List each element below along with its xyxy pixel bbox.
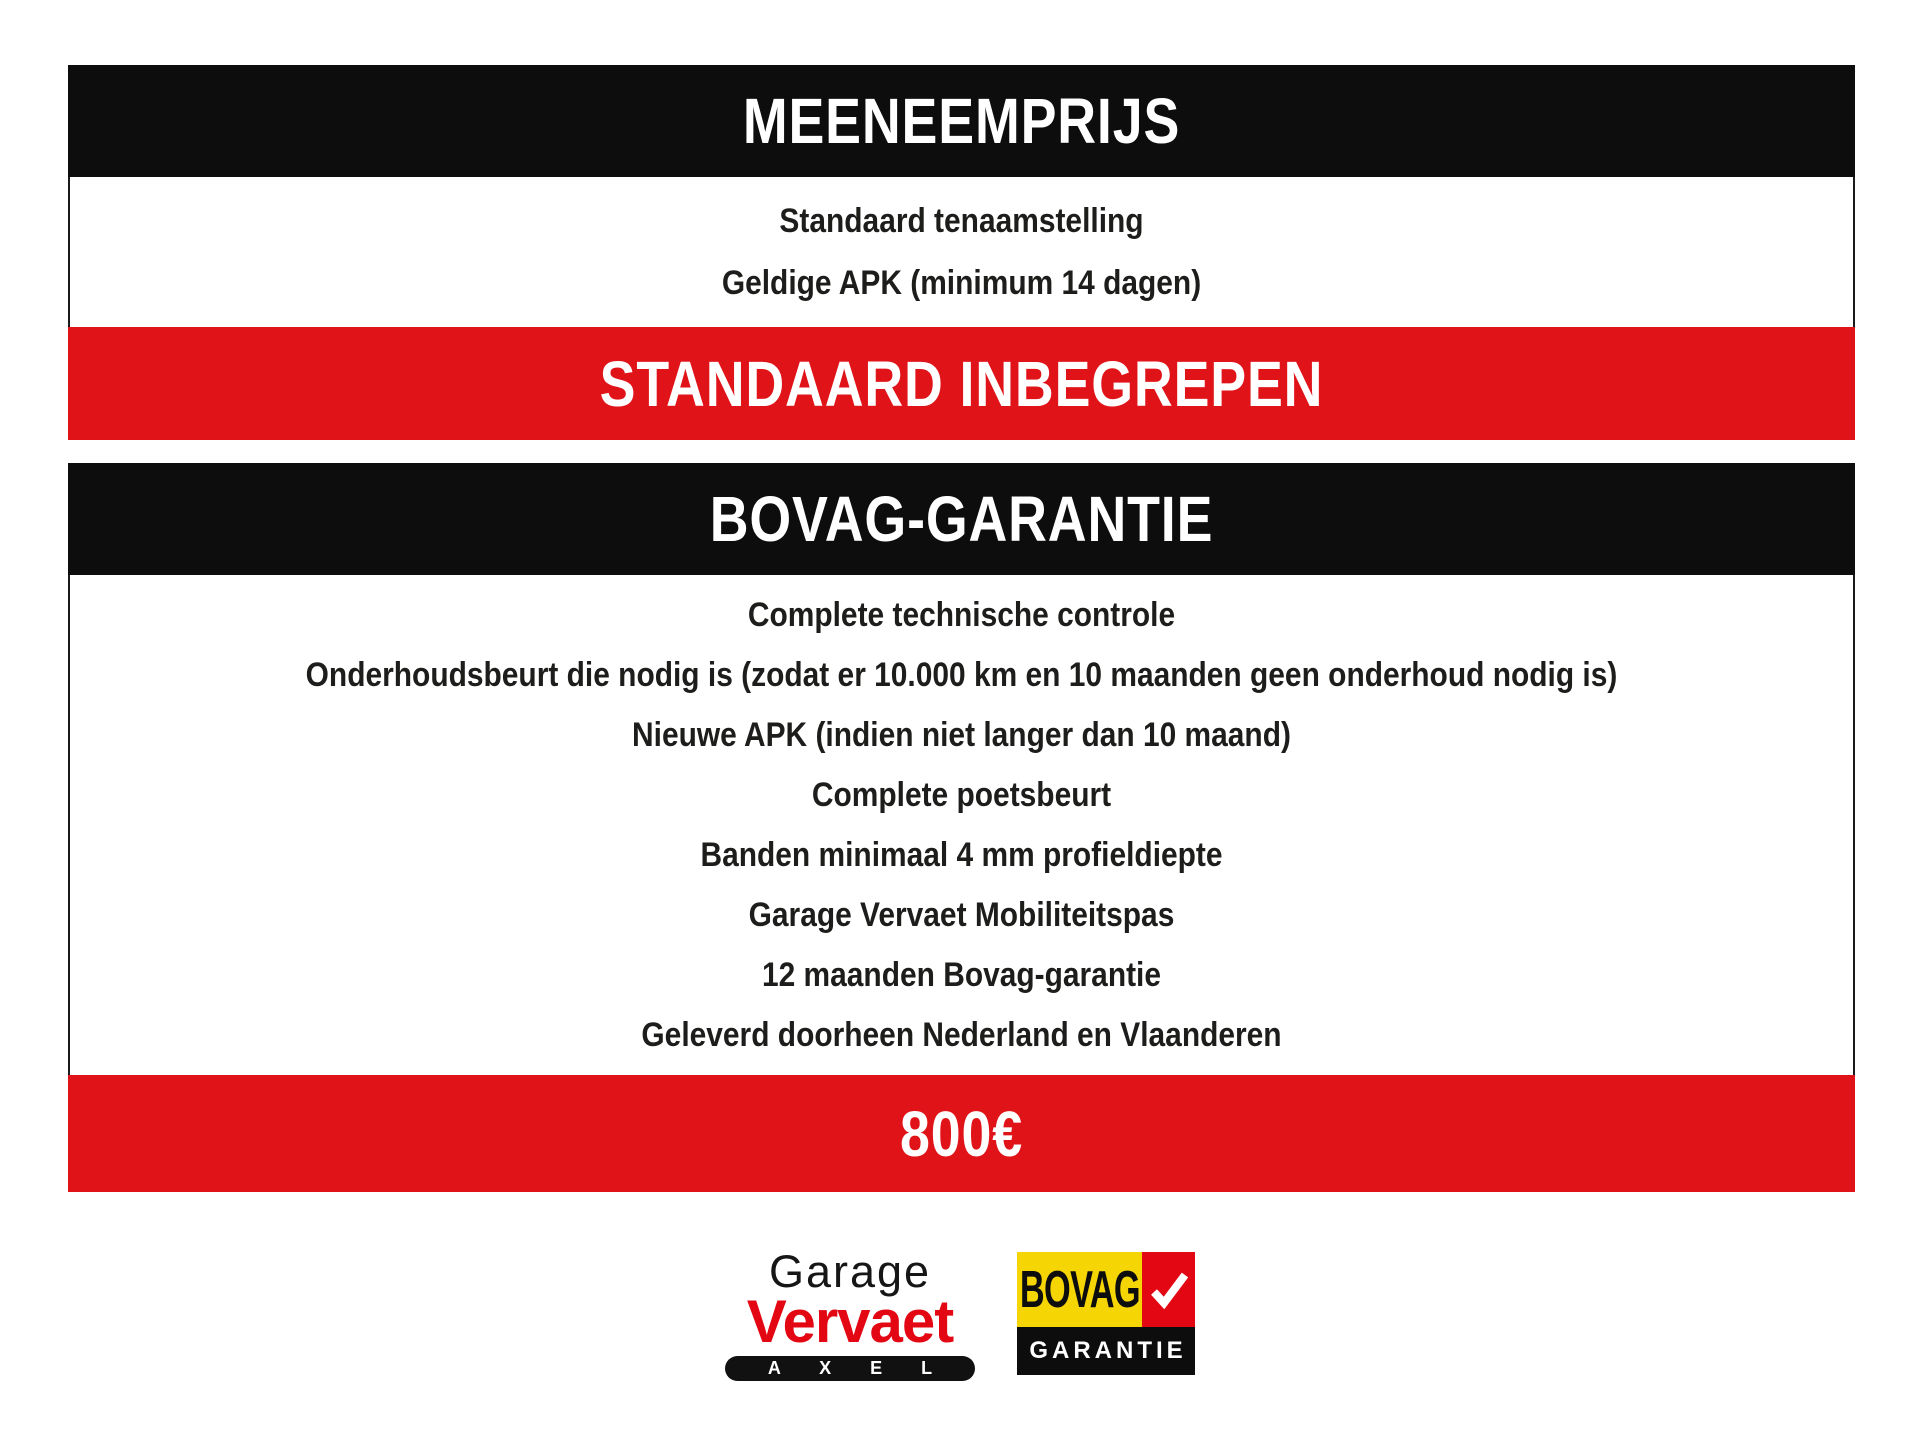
standaard-inbegrepen-banner <box>68 327 1855 440</box>
garage-vervaet-axel-pill <box>725 1356 975 1381</box>
bovag-badge-yellow-box <box>1017 1252 1142 1327</box>
standaard-inbegrepen-label: STANDAARD INBEGREPEN <box>599 347 1324 420</box>
price-value: 800€ <box>900 1097 1023 1170</box>
bovag-list-item: Complete technische controle <box>747 596 1176 634</box>
garage-vervaet-logo-top: Garage <box>768 1246 932 1297</box>
bovag-garantie-text: GARANTIE <box>1029 1337 1187 1364</box>
bovag-list-item: 12 maanden Bovag-garantie <box>761 956 1162 994</box>
bovag-list-item: Geleverd doorheen Nederland en Vlaanderen <box>641 1016 1282 1054</box>
bovag-garantie-title: BOVAG-GARANTIE <box>709 483 1214 555</box>
bovag-list-item: Nieuwe APK (indien niet langer dan 10 maand) <box>632 716 1291 754</box>
bovag-list-item: Garage Vervaet Mobiliteitspas <box>748 896 1175 934</box>
meeneemprijs-line: Geldige APK (minimum 14 dagen) <box>721 264 1202 302</box>
bovag-badge-red-box <box>1142 1252 1195 1327</box>
meeneemprijs-panel <box>68 177 1855 327</box>
meeneemprijs-line: Standaard tenaamstelling <box>779 202 1144 240</box>
garage-vervaet-logo-name: Vervaet <box>746 1288 954 1355</box>
section-gap <box>68 440 1855 463</box>
meeneemprijs-header-bar <box>68 65 1855 177</box>
price-poster <box>68 65 1855 1192</box>
bovag-garantie-header-bar <box>68 463 1855 575</box>
bovag-brand-text: BOVAG <box>1019 1260 1140 1319</box>
footer-logos <box>0 1246 1920 1378</box>
bovag-list-item: Banden minimaal 4 mm profieldiepte <box>700 836 1223 874</box>
bovag-list-item: Complete poetsbeurt <box>811 776 1112 814</box>
garage-vervaet-city: A X E L <box>767 1358 950 1378</box>
bovag-list-item: Onderhoudsbeurt die nodig is (zodat er 10.000 km en 10 maanden geen onderhoud nodig is) <box>305 656 1618 694</box>
checkmark-icon <box>1147 1269 1191 1311</box>
bovag-garantie-badge <box>1017 1252 1195 1375</box>
bovag-garantie-panel <box>68 575 1855 1075</box>
bovag-badge-bottom-strip <box>1017 1327 1195 1375</box>
meeneemprijs-title: MEENEEMPRIJS <box>742 85 1181 157</box>
price-banner <box>68 1075 1855 1192</box>
bovag-badge-top <box>1017 1252 1195 1327</box>
garage-vervaet-logo <box>725 1246 975 1378</box>
